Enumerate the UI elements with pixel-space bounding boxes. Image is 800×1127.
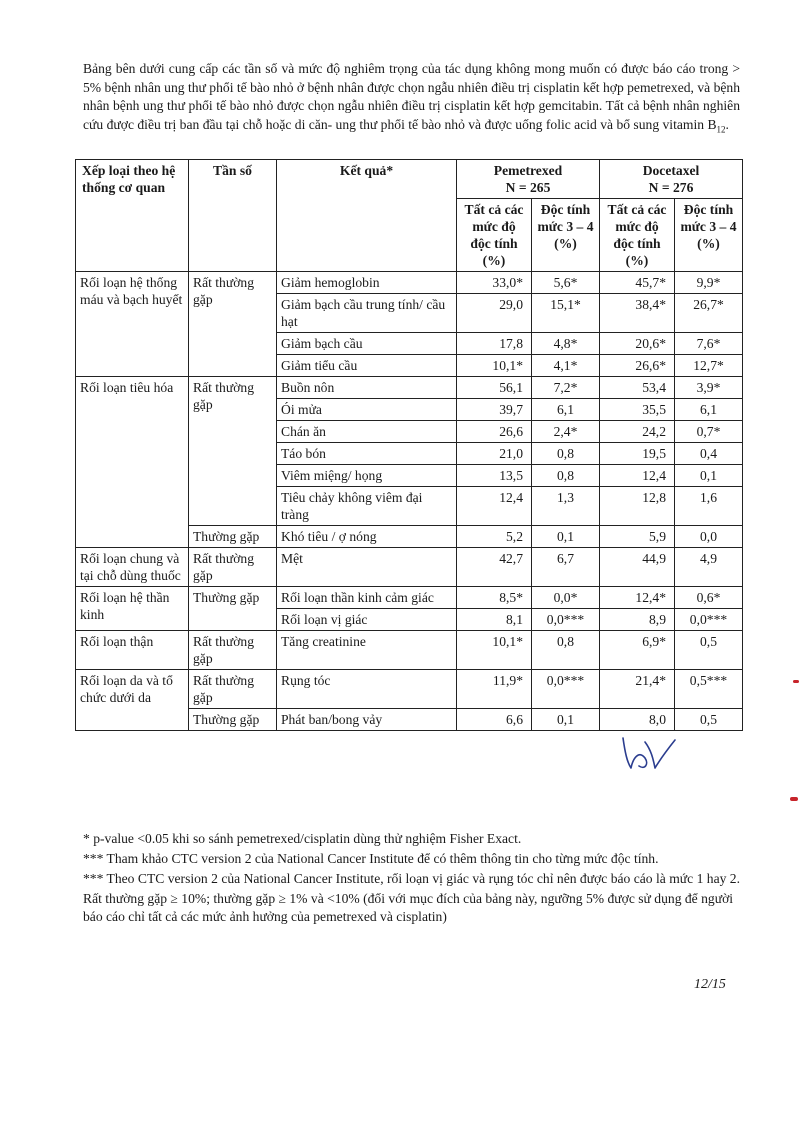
doc-g34-cell: 6,1 [675,399,743,421]
result-cell: Tăng creatinine [277,631,457,670]
doc-g34-cell: 9,9* [675,272,743,294]
header-docetaxel [600,160,743,199]
header-docetaxel-n: N = 276 [648,180,694,195]
pem-g34-cell: 0,0* [532,587,600,609]
doc-all-cell: 12,4 [600,465,675,487]
doc-g34-cell: 0,5*** [675,670,743,709]
pem-g34-cell: 0,1 [532,526,600,548]
table-row [76,631,743,670]
doc-g34-cell: 3,9* [675,377,743,399]
result-cell: Viêm miệng/ họng [277,465,457,487]
organ-cell: Rối loạn thận [76,631,189,670]
header-organ: Xếp loại theo hệ thống cơ quan [76,160,189,272]
pem-g34-cell: 0,0*** [532,609,600,631]
pem-all-cell: 11,9* [457,670,532,709]
result-cell: Chán ăn [277,421,457,443]
doc-all-cell: 45,7* [600,272,675,294]
doc-g34-cell: 0,7* [675,421,743,443]
doc-all-cell: 26,6* [600,355,675,377]
organ-cell: Rối loạn da và tổ chức dưới da [76,670,189,731]
organ-cell: Rối loạn chung và tại chỗ dùng thuốc [76,548,189,587]
header-frequency: Tần số [189,160,277,272]
intro-paragraph [83,60,740,139]
doc-g34-cell: 4,9 [675,548,743,587]
result-cell: Tiêu chảy không viêm đại tràng [277,487,457,526]
doc-all-cell: 6,9* [600,631,675,670]
scan-mark [793,680,799,683]
handwritten-annotation [615,728,685,774]
doc-g34-cell: 0,6* [675,587,743,609]
frequency-cell: Rất thường gặp [189,548,277,587]
doc-g34-cell: 0,5 [675,709,743,731]
table-row [76,272,743,294]
pem-all-cell: 29,0 [457,294,532,333]
pem-g34-cell: 0,8 [532,443,600,465]
result-cell: Mệt [277,548,457,587]
header-pemetrexed-name: Pemetrexed [493,163,563,178]
intro-subscript: 12 [716,124,726,135]
table-row [76,548,743,587]
pem-all-cell: 21,0 [457,443,532,465]
pem-all-cell: 39,7 [457,399,532,421]
frequency-cell: Rất thường gặp [189,377,277,526]
doc-all-cell: 19,5 [600,443,675,465]
result-cell: Rối loạn thần kinh cảm giác [277,587,457,609]
pem-all-cell: 42,7 [457,548,532,587]
header-pem-all-grades: Tất cả các mức độ độc tính (%) [457,199,532,272]
doc-g34-cell: 0,0*** [675,609,743,631]
header-pemetrexed [457,160,600,199]
pem-g34-cell: 1,3 [532,487,600,526]
doc-g34-cell: 26,7* [675,294,743,333]
doc-g34-cell: 0,0 [675,526,743,548]
table-row [76,670,743,709]
pem-all-cell: 12,4 [457,487,532,526]
pem-all-cell: 13,5 [457,465,532,487]
doc-all-cell: 44,9 [600,548,675,587]
header-doc-all-grades: Tất cả các mức độ độc tính (%) [600,199,675,272]
frequency-cell: Rất thường gặp [189,631,277,670]
pem-all-cell: 56,1 [457,377,532,399]
pem-all-cell: 5,2 [457,526,532,548]
result-cell: Giảm tiểu cầu [277,355,457,377]
pem-g34-cell: 0,0*** [532,670,600,709]
pem-g34-cell: 15,1* [532,294,600,333]
header-row-1 [76,160,743,199]
footnote: * p-value <0.05 khi so sánh pemetrexed/cisplatin dùng thử nghiệm Fisher Exact. [83,831,522,846]
header-pemetrexed-n: N = 265 [505,180,551,195]
doc-all-cell: 21,4* [600,670,675,709]
result-cell: Phát ban/bong vảy [277,709,457,731]
doc-g34-cell: 7,6* [675,333,743,355]
result-cell: Giảm hemoglobin [277,272,457,294]
frequency-cell: Rất thường gặp [189,272,277,377]
pem-g34-cell: 6,7 [532,548,600,587]
organ-cell: Rối loạn hệ thống máu và bạch huyết [76,272,189,377]
pem-all-cell: 26,6 [457,421,532,443]
result-cell: Giảm bạch cầu [277,333,457,355]
doc-all-cell: 12,8 [600,487,675,526]
result-cell: Buồn nôn [277,377,457,399]
result-cell: Khó tiêu / ợ nóng [277,526,457,548]
pem-all-cell: 6,6 [457,709,532,731]
intro-text: Bảng bên dưới cung cấp các tần số và mức độ nghiêm trọng của tác dụng không mong muốn có được báo cáo trong > 5% bệnh nhân ung thư phổi tế bào nhỏ ở bệnh nhân được chọn ngẫu nhiên điều trị cisplatin kết hợp pemetrexed, và bệnh nhân bệnh ung thư phổi tế bào nhỏ được chọn ngẫu nhiên điều trị cisplatin kết hợp gemcitabin. Tất cả bệnh nhân nghiên cứu được điều trị ban đầu tại chỗ hoặc di căn- ung thư phổi tế bào nhỏ và được uống folic acid và bổ sung vitamin B [83,61,740,132]
doc-g34-cell: 0,4 [675,443,743,465]
doc-all-cell: 38,4* [600,294,675,333]
header-docetaxel-name: Docetaxel [642,163,700,178]
organ-cell: Rối loạn tiêu hóa [76,377,189,548]
pem-g34-cell: 5,6* [532,272,600,294]
footnote: *** Tham khảo CTC version 2 của National Cancer Institute để có thêm thông tin cho từng mức độc tính. [83,851,659,866]
doc-all-cell: 12,4* [600,587,675,609]
organ-cell: Rối loạn hệ thần kinh [76,587,189,631]
pem-all-cell: 33,0* [457,272,532,294]
adverse-events-table [75,159,743,731]
doc-g34-cell: 0,1 [675,465,743,487]
header-result: Kết quả* [277,160,457,272]
doc-all-cell: 8,0 [600,709,675,731]
result-cell: Táo bón [277,443,457,465]
header-doc-grade34: Độc tính mức 3 – 4 (%) [675,199,743,272]
pem-all-cell: 17,8 [457,333,532,355]
page-number: 12/15 [694,977,726,992]
footnotes [83,830,743,928]
pem-all-cell: 10,1* [457,631,532,670]
footnote: Rất thường gặp ≥ 10%; thường gặp ≥ 1% và <10% (đối với mục đích của bảng này, ngưỡng 5% được sử dụng để người báo cáo chỉ tất cả các mức ảnh hưởng của pemetrexed và cisplatin) [83,891,734,924]
result-cell: Rụng tóc [277,670,457,709]
frequency-cell: Thường gặp [189,587,277,631]
doc-g34-cell: 0,5 [675,631,743,670]
pem-g34-cell: 6,1 [532,399,600,421]
result-cell: Rối loạn vị giác [277,609,457,631]
pem-all-cell: 8,5* [457,587,532,609]
doc-all-cell: 20,6* [600,333,675,355]
result-cell: Giảm bạch cầu trung tính/ cầu hạt [277,294,457,333]
pem-g34-cell: 2,4* [532,421,600,443]
table-row [76,377,743,399]
intro-end: . [725,116,729,132]
pem-all-cell: 10,1* [457,355,532,377]
doc-g34-cell: 1,6 [675,487,743,526]
doc-all-cell: 53,4 [600,377,675,399]
doc-all-cell: 24,2 [600,421,675,443]
frequency-cell: Rất thường gặp [189,670,277,709]
doc-all-cell: 5,9 [600,526,675,548]
table-row [76,587,743,609]
pem-g34-cell: 4,8* [532,333,600,355]
doc-all-cell: 8,9 [600,609,675,631]
scan-mark [790,797,798,801]
footnote: *** Theo CTC version 2 của National Cancer Institute, rối loạn vị giác và rụng tóc chỉ nên được báo cáo là mức 1 hay 2. [83,871,740,886]
pem-all-cell: 8,1 [457,609,532,631]
doc-all-cell: 35,5 [600,399,675,421]
doc-g34-cell: 12,7* [675,355,743,377]
pem-g34-cell: 0,1 [532,709,600,731]
header-pem-grade34: Độc tính mức 3 – 4 (%) [532,199,600,272]
pem-g34-cell: 4,1* [532,355,600,377]
pem-g34-cell: 0,8 [532,631,600,670]
result-cell: Ói mửa [277,399,457,421]
pem-g34-cell: 0,8 [532,465,600,487]
frequency-cell: Thường gặp [189,709,277,731]
frequency-cell: Thường gặp [189,526,277,548]
pem-g34-cell: 7,2* [532,377,600,399]
